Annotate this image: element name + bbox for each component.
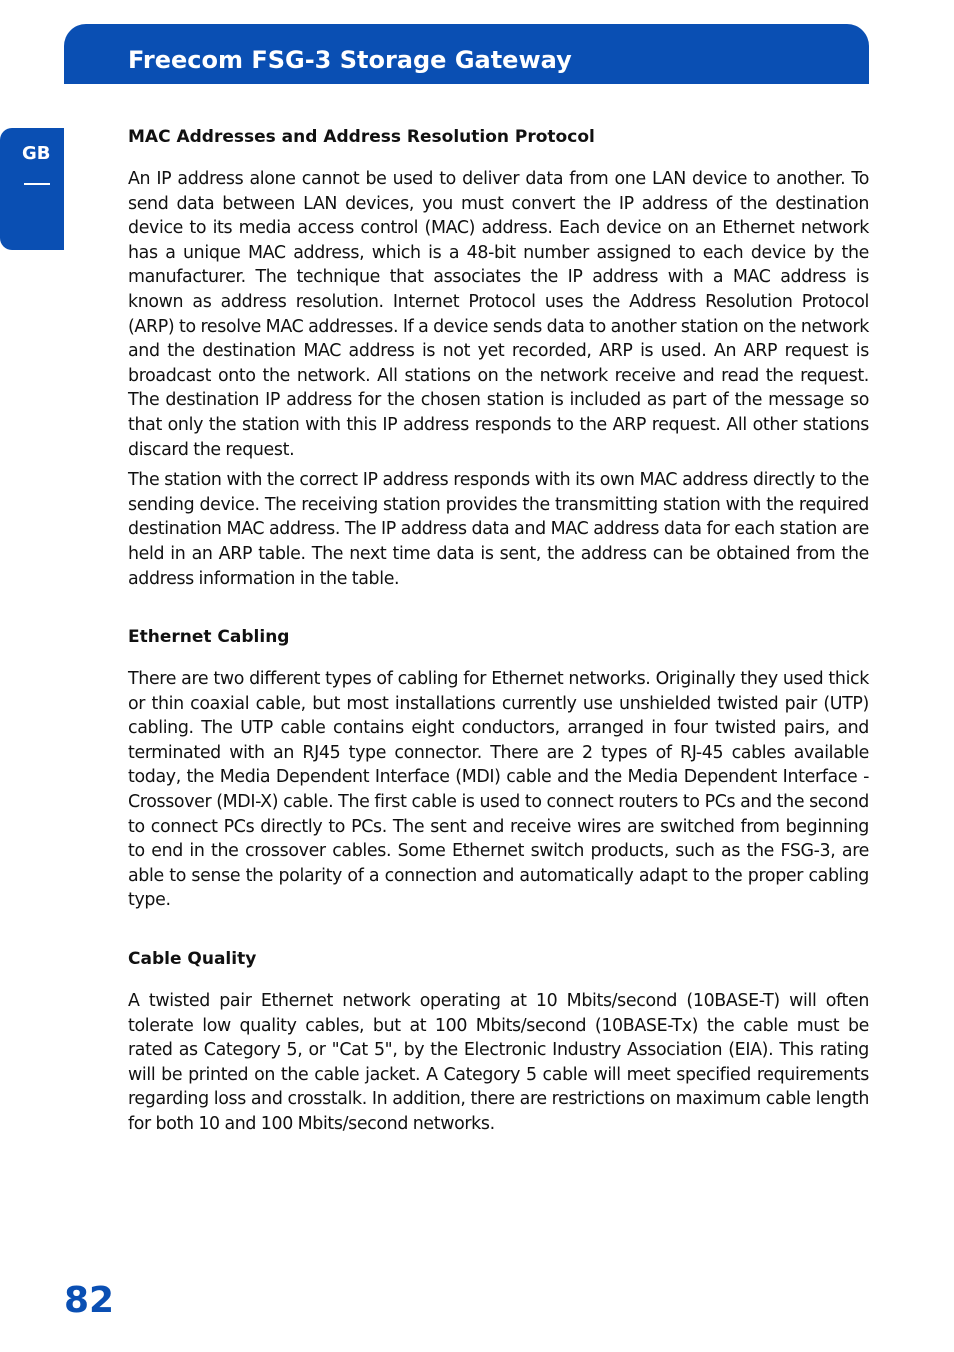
language-tab <box>0 128 64 250</box>
language-tab-label: GB <box>22 143 51 164</box>
paragraph: An IP address alone cannot be used to deliver data from one LAN device to another. To send data between LAN devices, you must convert the IP address of the destination device to its media access control (MAC) address. Each device on an Ethernet network has a unique MAC address, which is a 48-bit number assigned to each device by the manufacturer. The technique that associates the IP address with a MAC address is known as address resolution. Internet Protocol uses the Address Resolution Protocol (ARP) to resolve MAC addresses. If a device sends data to another station on the network and the destination MAC address is not yet recorded, ARP is used. An ARP request is broadcast onto the network. All stations on the network receive and read the request. The destination IP address for the chosen station is included as part of the message so that only the station with this IP address responds to the ARP request. All other stations discard the request. <box>128 169 869 460</box>
section-heading: Cable Quality <box>128 949 257 970</box>
section-heading: Ethernet Cabling <box>128 627 290 648</box>
paragraph: The station with the correct IP address responds with its own MAC address directly to the sending device. The receiving station provides the transmitting station with the required destination MAC address. The IP address data and MAC address data for each station are held in an ARP table. The next time data is sent, the address can be obtained from the address information in the table. <box>128 470 869 589</box>
section-ethernet-cabling <box>128 625 869 913</box>
paragraph: There are two different types of cabling for Ethernet networks. Originally they used thick or thin coaxial cable, but most installations currently use unshielded twisted pair (UTP) cabling. The UTP cable contains eight conductors, arranged in four twisted pairs, and terminated with an RJ45 type connector. There are 2 types of RJ-45 cables available today, the Media Dependent Interface (MDI) cable and the Media Dependent Interface - Crossover (MDI-X) cable. The first cable is used to connect routers to PCs and the second to connect PCs directly to PCs. The sent and receive wires are switched from beginning to end in the crossover cables. Some Ethernet switch products, such as the FSG-3, are able to sense the polarity of a connection and automatically adapt to the proper cabling type. <box>128 669 869 911</box>
page-content <box>128 125 869 1171</box>
page-number: 82 <box>64 1280 115 1321</box>
header-title: Freecom FSG-3 Storage Gateway <box>128 46 572 74</box>
section-cable-quality <box>128 947 869 1137</box>
paragraph: A twisted pair Ethernet network operating at 10 Mbits/second (10BASE-T) will often tolerate low quality cables, but at 100 Mbits/second (10BASE-Tx) the cable must be rated as Category 5, or "Cat 5", by the Electronic Industry Association (EIA). This rating will be printed on the cable jacket. A Category 5 cable will meet specified requirements regarding loss and crosstalk. In addition, there are restrictions on maximum cable length for both 10 and 100 Mbits/second networks. <box>128 991 869 1134</box>
section-heading: MAC Addresses and Address Resolution Protocol <box>128 127 595 147</box>
section-mac-addresses <box>128 125 869 591</box>
language-tab-underline <box>24 183 50 185</box>
header-bar <box>64 24 869 84</box>
